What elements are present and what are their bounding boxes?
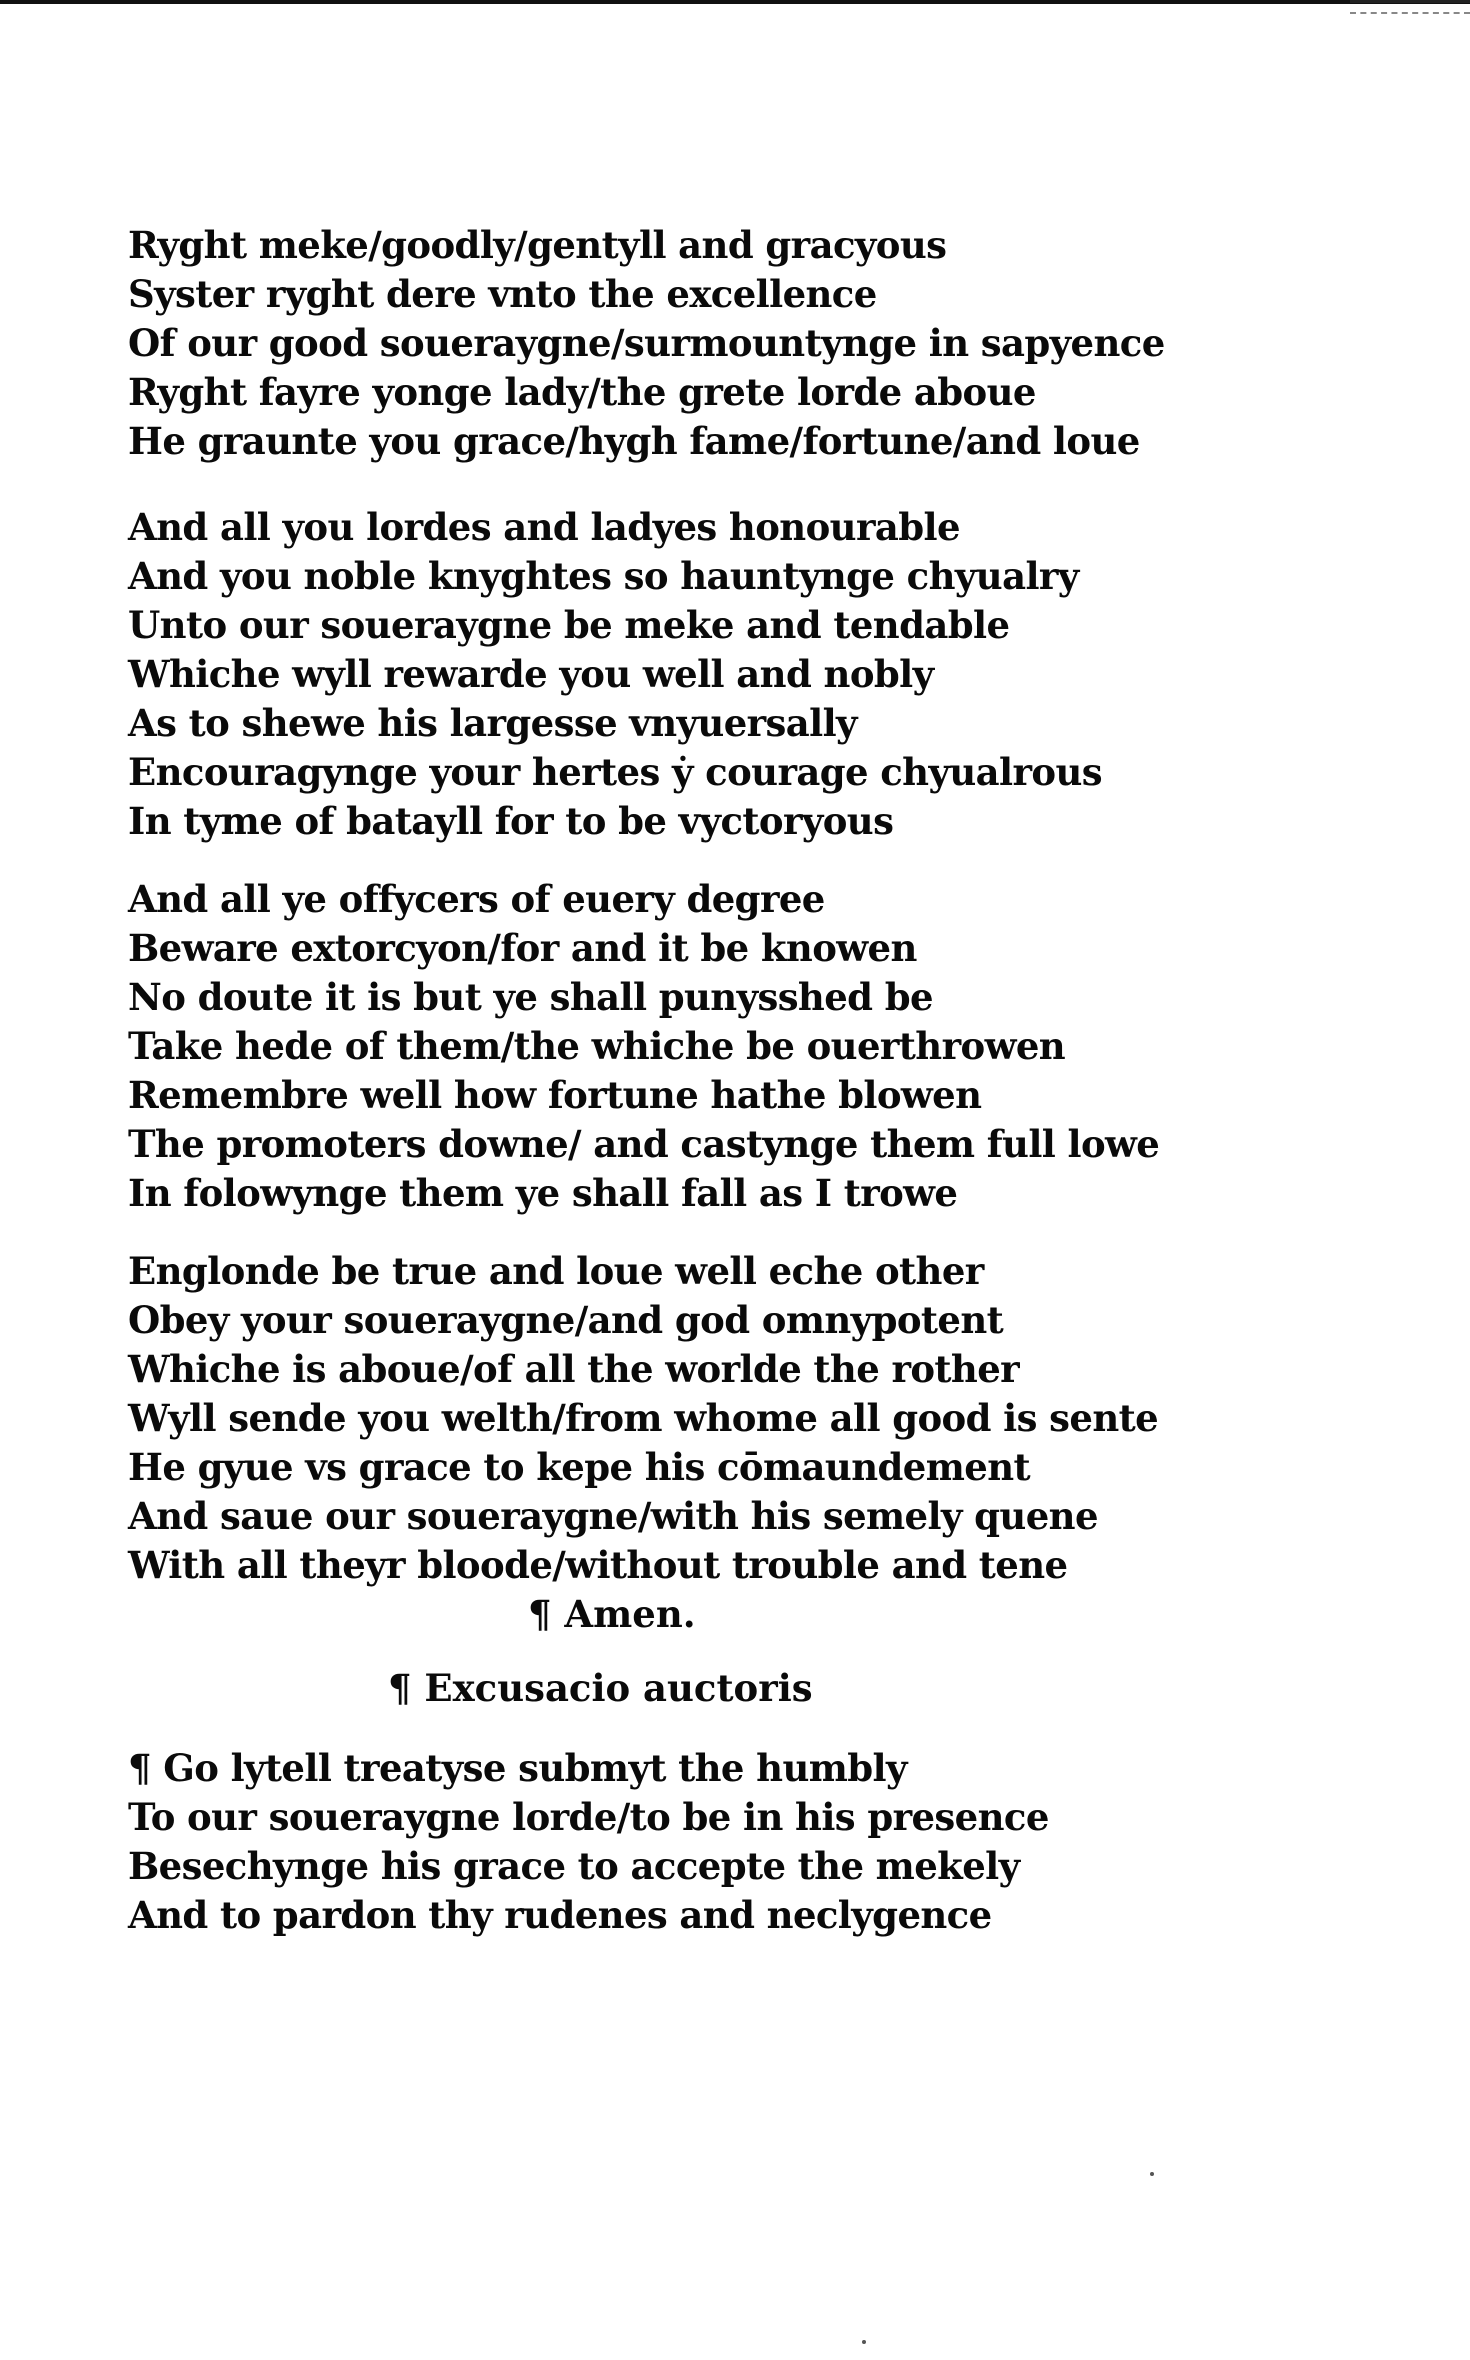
verse-line: With all theyr bloode/without trouble and tene [128, 1543, 1068, 1587]
verse-line: And saue our soueraygne/with his semely quene [128, 1494, 1098, 1538]
stanza-1 [128, 221, 1165, 466]
verse-line: Encouragynge your hertes ẏ courage chyualrous [128, 750, 1102, 794]
stanza-4 [128, 1247, 1158, 1590]
stanza-3 [128, 875, 1159, 1218]
verse-line: He graunte you grace/hygh fame/fortune/and loue [128, 419, 1140, 463]
verse-line: Unto our soueraygne be meke and tendable [128, 603, 1010, 647]
verse-line: The promoters downe/ and castynge them full lowe [128, 1122, 1160, 1166]
verse-line: In tyme of batayll for to be vyctoryous [128, 799, 894, 843]
section-heading: ¶ Excusacio auctoris [388, 1666, 813, 1710]
amen-line: ¶ Amen. [528, 1592, 696, 1636]
verse-line: And you noble knyghtes so hauntynge chyualry [128, 554, 1079, 598]
verse-line: Besechynge his grace to accepte the mekely [128, 1844, 1020, 1888]
verse-line: And to pardon thy rudenes and neclygence [128, 1893, 992, 1937]
verse-line: Ryght meke/goodly/gentyll and gracyous [128, 223, 947, 267]
verse-line: And all you lordes and ladyes honourable [128, 505, 960, 549]
ink-speck [1150, 2172, 1154, 2176]
verse-line: Of our good soueraygne/surmountynge in sapyence [128, 321, 1165, 365]
verse-line: Take hede of them/the whiche be ouerthrowen [128, 1024, 1066, 1068]
verse-line: Englonde be true and loue well eche other [128, 1249, 984, 1293]
verse-line: No doute it is but ye shall punysshed be [128, 975, 933, 1019]
verse-line: Syster ryght dere vnto the excellence [128, 272, 877, 316]
verse-line: Remembre well how fortune hathe blowen [128, 1073, 982, 1117]
verse-line: Obey your soueraygne/and god omnypotent [128, 1298, 1004, 1342]
envoy-stanza [128, 1744, 1049, 1940]
verse-line: Whiche wyll rewarde you well and nobly [128, 652, 934, 696]
verse-line: As to shewe his largesse vnyuersally [128, 701, 857, 745]
verse-line: Beware extorcyon/for and it be knowen [128, 926, 917, 970]
verse-line: He gyue vs grace to kepe his cōmaundement [128, 1445, 1030, 1489]
verse-line: Wyll sende you welth/from whome all good is sente [128, 1396, 1159, 1440]
ink-speck [862, 2340, 866, 2344]
verse-line: ¶ Go lytell treatyse submyt the humbly [128, 1746, 907, 1790]
verse-line: In folowynge them ye shall fall as I trowe [128, 1171, 958, 1215]
verse-line: And all ye offycers of euery degree [128, 877, 825, 921]
verse-line: To our soueraygne lorde/to be in his presence [128, 1795, 1049, 1839]
stanza-2 [128, 503, 1102, 846]
verse-line: Whiche is aboue/of all the worlde the rother [128, 1347, 1020, 1391]
verse-line: Ryght fayre yonge lady/the grete lorde aboue [128, 370, 1036, 414]
